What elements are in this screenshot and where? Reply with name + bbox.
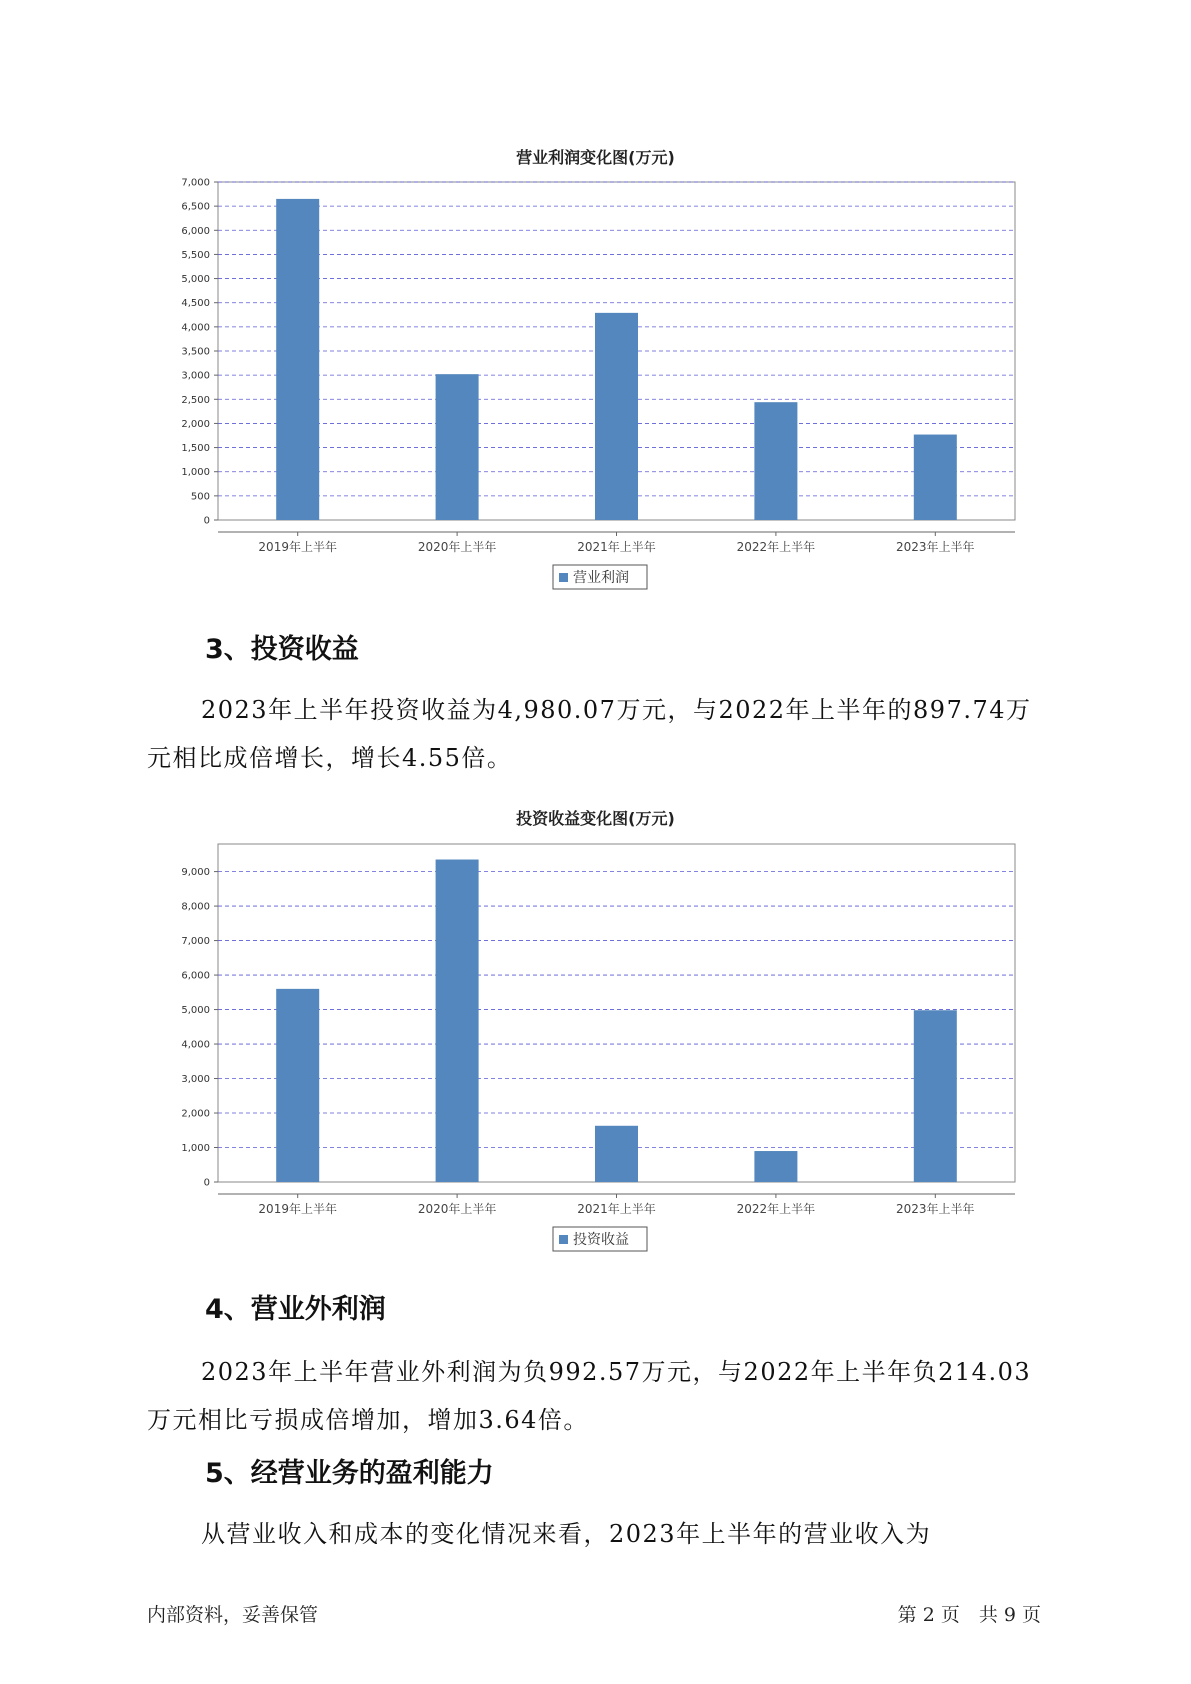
x-tick-label: 2021年上半年: [577, 1202, 656, 1216]
y-tick-label: 8,000: [181, 901, 210, 913]
legend-label: 营业利润: [573, 570, 629, 586]
section-4-paragraph: 2023年上半年营业外利润为负992.57万元，与2022年上半年负214.03万元相比亏损成倍增加，增加3.64倍。: [147, 1358, 1032, 1434]
y-tick-label: 1,000: [181, 1143, 210, 1155]
y-tick-label: 7,000: [181, 936, 210, 948]
bar: [436, 860, 479, 1182]
chart1-title: 营业利润变化图(万元): [516, 148, 675, 167]
legend-swatch: [559, 573, 568, 582]
x-tick-label: 2023年上半年: [896, 540, 975, 554]
bar: [595, 313, 638, 520]
section-5-paragraph: 从营业收入和成本的变化情况来看，2023年上半年的营业收入为: [201, 1520, 932, 1548]
legend-label: 投资收益: [573, 1232, 629, 1248]
bar: [276, 199, 319, 520]
y-tick-label: 5,500: [181, 249, 210, 261]
x-tick-label: 2022年上半年: [736, 1202, 816, 1216]
footer-page-number: 第 2 页 共 9 页: [897, 1604, 1041, 1626]
y-tick-label: 5,000: [181, 274, 210, 286]
y-tick-label: 2,500: [181, 394, 210, 406]
x-tick-label: 2023年上半年: [896, 1202, 975, 1216]
y-tick-label: 4,500: [181, 298, 210, 310]
operating-profit-chart: [0, 160, 1191, 600]
y-tick-label: 2,000: [181, 1108, 210, 1120]
x-tick-label: 2020年上半年: [417, 1202, 497, 1216]
footer-confidential-note: 内部资料，妥善保管: [147, 1604, 319, 1626]
y-tick-label: 1,500: [181, 443, 210, 455]
x-tick-label: 2019年上半年: [258, 1202, 337, 1216]
legend-swatch: [559, 1235, 568, 1244]
bar: [914, 1010, 957, 1182]
y-tick-label: 0: [203, 515, 210, 527]
y-tick-label: 9,000: [181, 867, 210, 879]
bar: [754, 1151, 797, 1182]
bar: [276, 989, 319, 1182]
y-tick-label: 0: [203, 1177, 210, 1189]
bar: [595, 1126, 638, 1182]
bar: [754, 402, 797, 520]
section-5-heading: 5、经营业务的盈利能力: [205, 1458, 494, 1489]
bar: [914, 435, 957, 520]
y-tick-label: 3,500: [181, 346, 210, 358]
section-4-heading: 4、营业外利润: [205, 1294, 386, 1325]
y-tick-label: 500: [190, 491, 210, 503]
y-tick-label: 1,000: [181, 467, 210, 479]
y-tick-label: 6,000: [181, 225, 210, 237]
section-3-heading: 3、投资收益: [205, 634, 359, 665]
y-tick-label: 4,000: [181, 322, 210, 334]
y-tick-label: 6,000: [181, 970, 210, 982]
x-tick-label: 2019年上半年: [258, 540, 337, 554]
x-tick-label: 2020年上半年: [417, 540, 497, 554]
y-tick-label: 2,000: [181, 418, 210, 430]
bar: [436, 374, 479, 520]
chart2-title: 投资收益变化图(万元): [516, 809, 675, 828]
x-tick-label: 2022年上半年: [736, 540, 816, 554]
y-tick-label: 6,500: [181, 201, 210, 213]
y-tick-label: 3,000: [181, 1074, 210, 1086]
x-tick-label: 2021年上半年: [577, 540, 656, 554]
y-tick-label: 4,000: [181, 1039, 210, 1051]
y-tick-label: 7,000: [181, 177, 210, 189]
investment-income-chart: [0, 822, 1191, 1262]
y-tick-label: 3,000: [181, 370, 210, 382]
y-tick-label: 5,000: [181, 1005, 210, 1017]
section-3-paragraph: 2023年上半年投资收益为4,980.07万元，与2022年上半年的897.74万元相比成倍增长，增长4.55倍。: [147, 696, 1032, 772]
